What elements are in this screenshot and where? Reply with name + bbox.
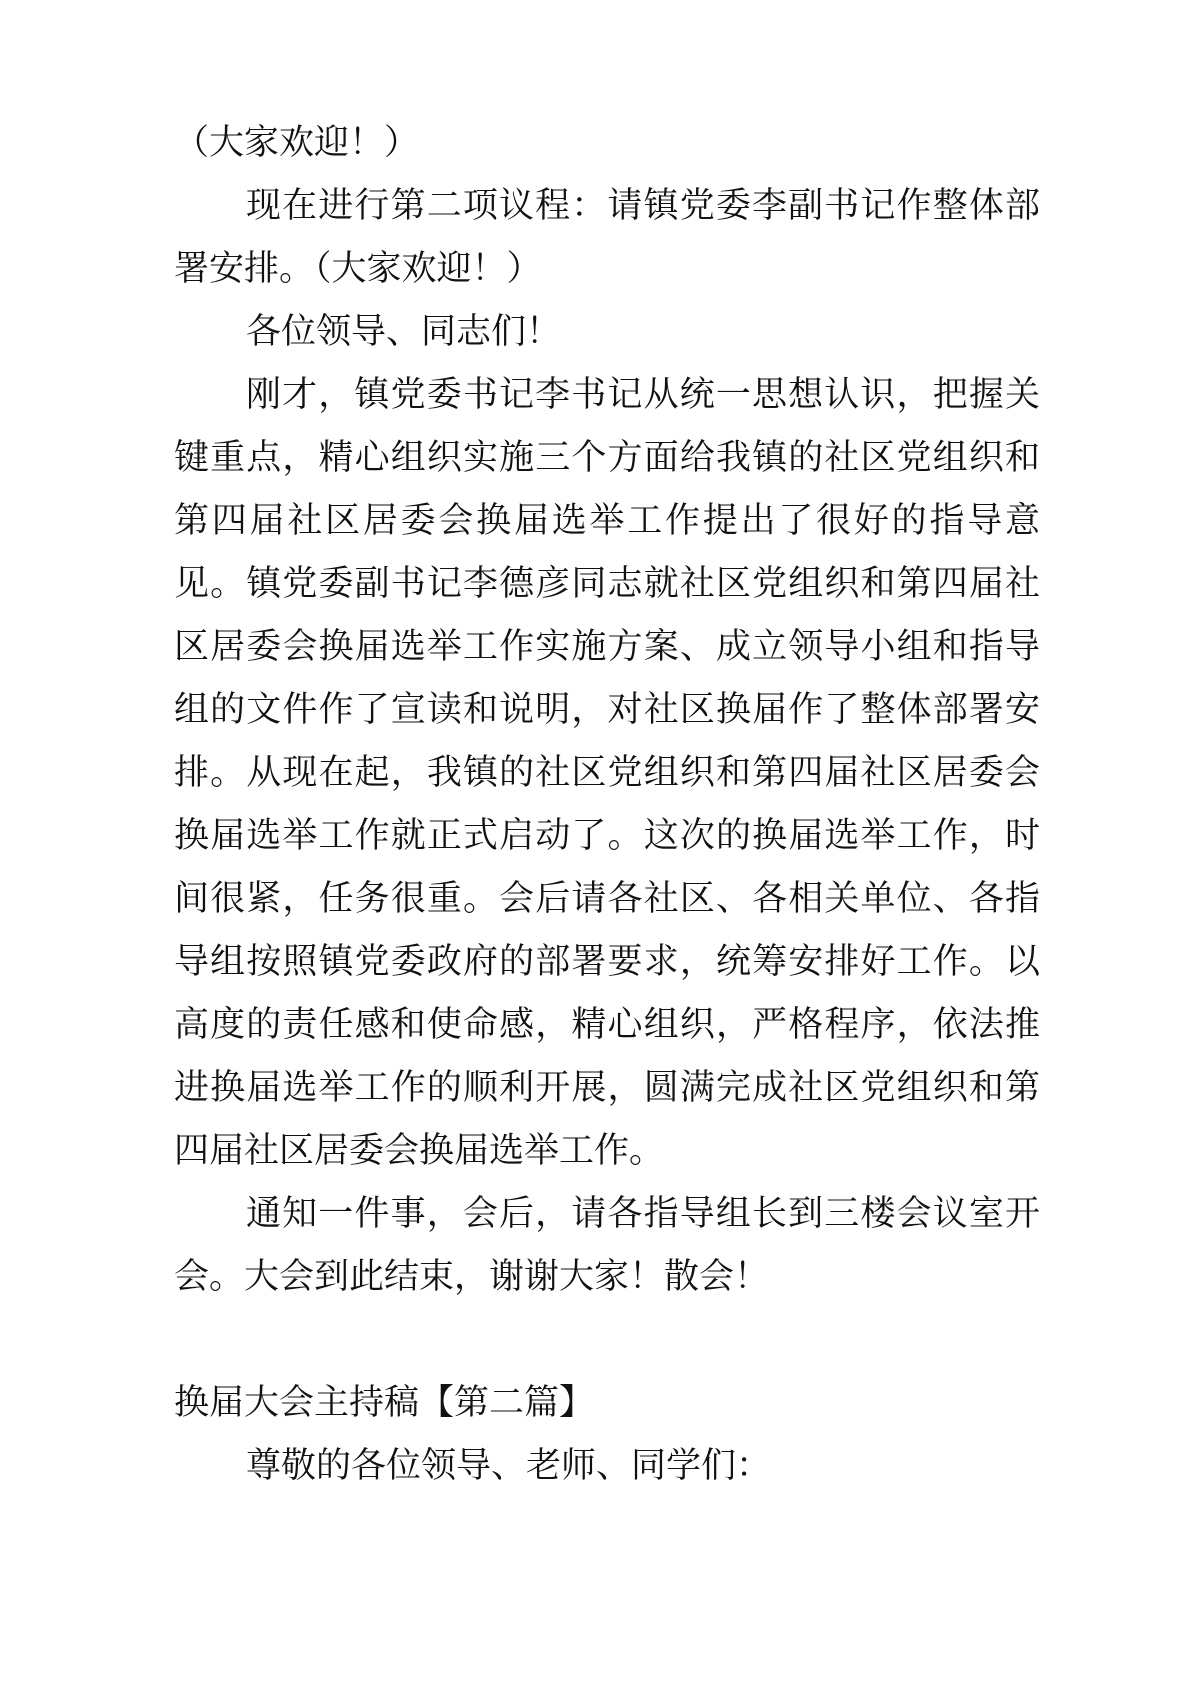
paragraph-welcome: （大家欢迎！） (174, 123, 420, 163)
document-page (174, 112, 1040, 1498)
paragraph-section-greeting: 尊敬的各位领导、老师、同学们： (246, 1446, 772, 1486)
paragraph-summary-speech: 刚才，镇党委书记李书记从统一思想认识，把握关键重点，精心组织实施三个方面给我镇的社区党组织和第四届社区居委会换届选举工作提出了很好的指导意见。镇党委副书记李德彦同志就社区党组织和第四届社区居委会换届选举工作实施方案、成立领导小组和指导组的文件作了宣读和说明，对社区换届作了整体部署安排。从现在起，我镇的社区党组织和第四届社区居委会换届选举工作就正式启动了。这次的换届选举工作，时间很紧，任务很重。会后请各社区、各相关单位、各指导组按照镇党委政府的部署要求，统筹安排好工作。以高度的责任感和使命感，精心组织，严格程序，依法推进换届选举工作的顺利开展，圆满完成社区党组织和第四届社区居委会换届选举工作。 (174, 375, 1040, 1171)
section-heading: 换届大会主持稿【第二篇】 (174, 1383, 595, 1423)
paragraph-agenda-item-two: 现在进行第二项议程：请镇党委李副书记作整体部署安排。（大家欢迎！） (174, 186, 1040, 289)
paragraph-closing-notice: 通知一件事，会后，请各指导组长到三楼会议室开会。大会到此结束，谢谢大家！散会！ (174, 1194, 1040, 1297)
paragraph-greeting: 各位领导、同志们！ (246, 312, 562, 352)
